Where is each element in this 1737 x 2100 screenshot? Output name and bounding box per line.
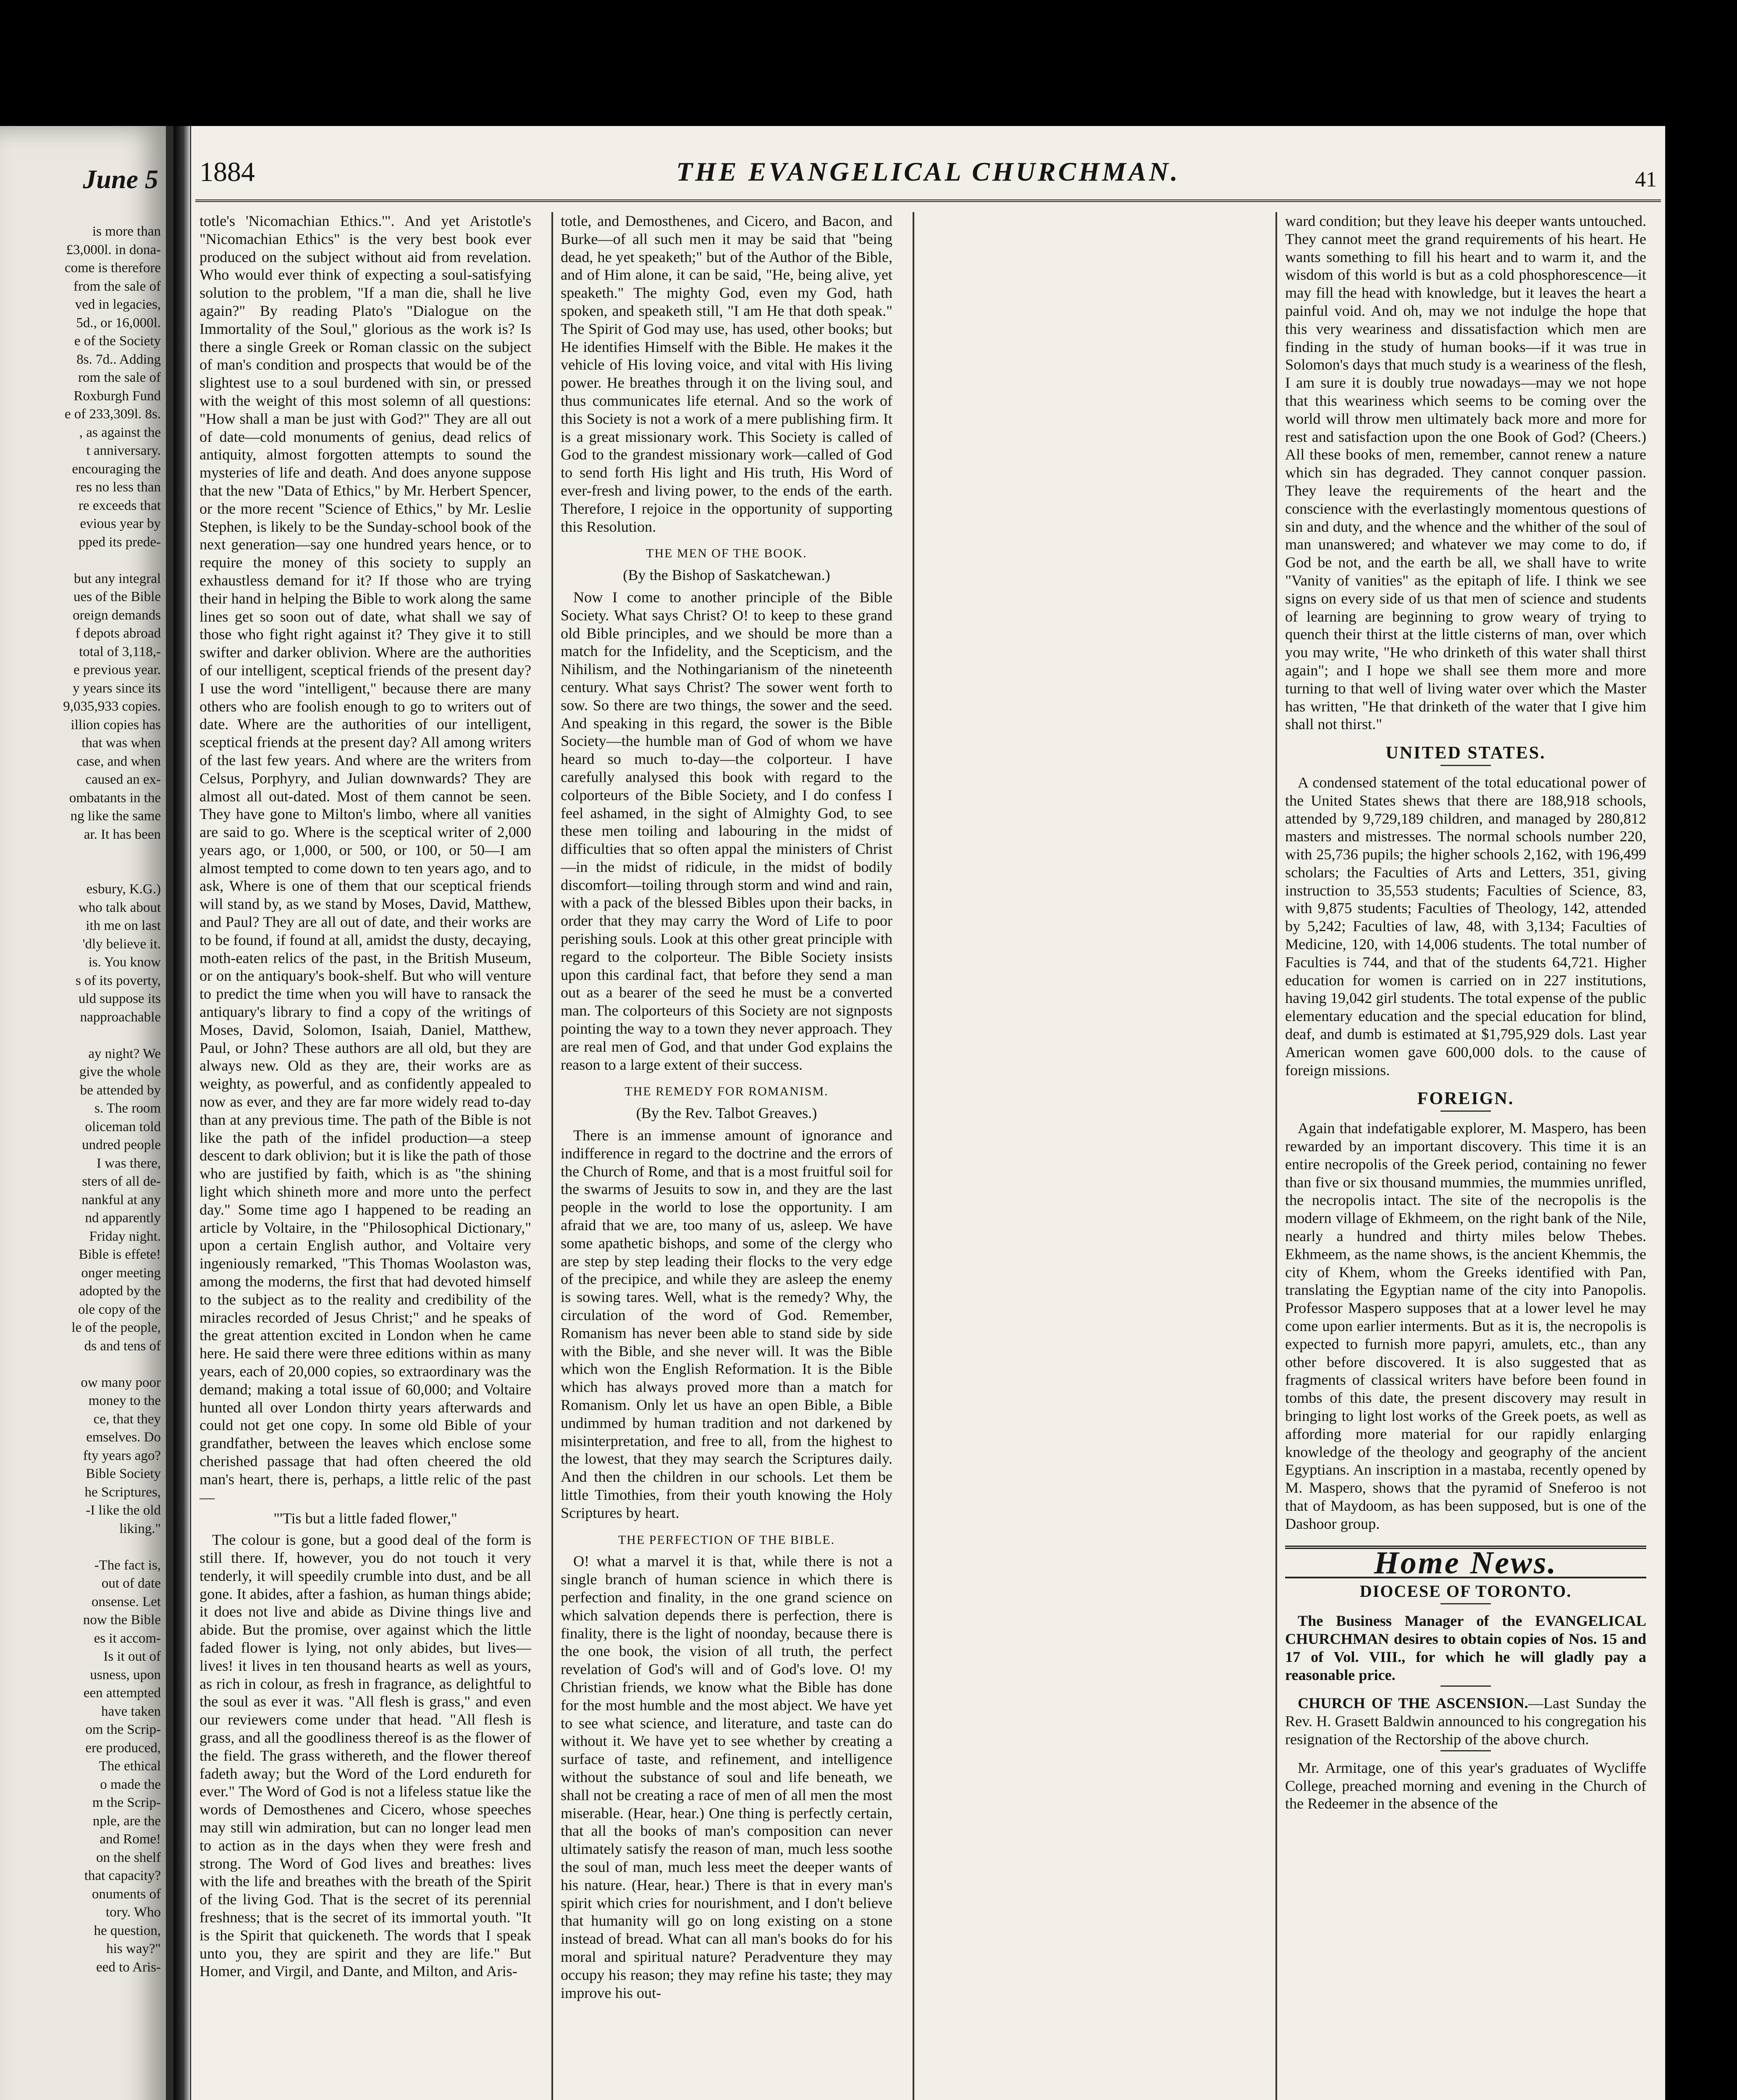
left-page-line: come is therefore <box>64 260 161 276</box>
header-title: THE EVANGELICAL CHURCHMAN. <box>676 157 1180 186</box>
left-page-line: rom the sale of <box>78 370 161 385</box>
left-page-line: give the whole <box>79 1064 161 1079</box>
left-page-line: esbury, K.G.) <box>86 882 161 897</box>
column-rule <box>551 212 553 2100</box>
section-heading: THE MEN OF THE BOOK. <box>646 546 807 561</box>
left-page-sliver <box>0 126 173 2100</box>
news-lead: CHURCH OF THE ASCENSION. <box>1298 1695 1528 1712</box>
article-paragraph: ward condition; but they leave his deeper wants untouched. They cannot meet the grand requirements of his heart. He wants something to fill his heart and to warm it, and the wisdom of this world is but as a cold phosphorescence—it may fill the head with knowledge, but it leaves the heart a painful void. And oh, may we not indulge the hope that this very weariness and dissatisfaction which men are finding in the study of human books—if it was true in Solomon's days that much study is a weariness of the flesh, I am sure it is doubly true nowadays—may we not hope that this weariness which seems to be coming over the world will throw men ultimately back more and more for rest and satisfaction upon the one Book of God? (Cheers.) All these books of men, remember, cannot renew a nature which sin has degraded. They cannot conquer passion. They leave the requirements of the heart and the conscience with the everlastingly momentous questions of sin and duty, and the whence and the whither of the soul of man unanswered; and whatever we may come to do, if God be not, and the earth be all, we shall have to write "Vanity of vanities" as the epitaph of life. I think we see signs on every side of us that men of science and students of learning are beginning to grow weary of trying to quench their thirst at the little cisterns of man, over which you may write, "He who drinketh of this water shall thirst again"; and I hope we shall see them more and more turning to that well of living water over which the Master has written, "He that drinketh of the water that I give him shall not thirst." <box>1285 213 1646 733</box>
left-page-line: illion copies has <box>71 717 161 732</box>
left-page-line: , as against the <box>79 425 161 440</box>
article-paragraph: totle, and Demosthenes, and Cicero, and Bacon, and Burke—of all such men it may be said that "being dead, he yet speaketh;" but of the Author of the Bible, and of Him alone, it can be said, "He, being alive, yet speaketh." The mighty God, even my God, hath spoken, and speaketh still, "I am He that doth speak." The Spirit of God may use, has used, other books; but He identifies Himself with the Bible. He makes it the vehicle of His loving voice, and vital with His living power. He breathes through it on the living soul, and thus communicates life eternal. And so the work of this Society is not a work of a mere publishing firm. It is a great missionary work. This Society is called of God to the grandest missionary work—called of God to send forth His light and His truth, His Word of ever-fresh and living power, to the ends of the earth. Therefore, I rejoice in the opportunity of supporting this Resolution. <box>561 213 892 535</box>
left-page-line: Is it out of <box>103 1649 161 1664</box>
left-page-line: ved in legacies, <box>75 297 161 312</box>
left-page-line: he question, <box>94 1923 161 1938</box>
article-paragraph: O! what a marvel it is that, while there is not a single branch of human science in which there is perfection and finality, in the one grand science on which salvation depends there is perfection, there is finality, there is the light of noonday, because there is the one book, the vision of all truth, the perfect revelation of God's will and of God's love. O! my Christian friends, we know what the Bible has done for the most humble and the most abject. We have yet to see what science, and literature, and taste can do without it. We have yet to see whether by creating a surface of taste, and refinement, and intelligence without the substance of soul and life beneath, we shall not be creating a race of men of all men the most miserable. (Hear, hear.) One thing is perfectly certain, that all the books of man's composition can never ultimately satisfy the reason of man, much less soothe the soul of man, much less meet the deeper wants of his nature. (Hear, hear.) There is that in every man's spirit which cries for nourishment, and I don't believe that humanity will go on long existing on a stone instead of bread. What can all man's books do for his moral and spiritual nature? Peradventure they may occupy his reason; they may refine his taste; they may improve his out- <box>561 1553 892 2001</box>
left-page-line: ere produced, <box>85 1740 161 1756</box>
left-page-line: Friday night. <box>89 1228 161 1244</box>
left-page-line: out of date <box>101 1576 161 1591</box>
left-page-line: o made the <box>100 1777 161 1792</box>
left-page-line: nple, are the <box>92 1813 161 1829</box>
left-page-line: ng like the same <box>70 808 161 824</box>
left-page-line: m the Scrip- <box>92 1795 161 1810</box>
article-paragraph: There is an immense amount of ignorance and indifference in regard to the doctrine and the errors of the Church of Rome, and that is a most fruitful soil for the swarms of Jesuits to sow in, and they are the last people in the world to lose the opportunity. I am afraid that we are, too many of us, asleep. We have some apathetic bishops, and some of the clergy who are step by step leading their flocks to the very edge of the precipice, and while they are asleep the enemy is sowing tares. Well, what is the remedy? Why, the circulation of the word of God. Remember, Romanism has never been able to stand side by side with the Bible, and she never will. It was the Bible which won the English Reformation. It is the Bible which has always proved more than a match for Romanism. Only let us have an open Bible, a Bible undimmed by human tradition and not darkened by misinterpretation, and free to all, from the highest to the lowest, that they may search the Scriptures daily. And then the children in our schools. Let them be little Timothies, from their youth knowing the Holy Scriptures by heart. <box>561 1127 892 1521</box>
news-text: —Last Sunday the Rev. H. Grasett Baldwin announced to his congregation his resignation of the Rectorship of the above church. <box>1285 1695 1646 1748</box>
left-page-line: he Scriptures, <box>84 1484 161 1500</box>
left-page-line: who talk about <box>78 900 161 915</box>
left-page-line: nd apparently <box>85 1210 161 1226</box>
left-page-line: adopted by the <box>79 1284 161 1299</box>
left-page-line: onger meeting <box>81 1265 161 1281</box>
left-page-line: is more than <box>92 224 161 239</box>
diocese-heading: DIOCESE OF TORONTO. <box>1359 1582 1572 1601</box>
left-page-line: usness, upon <box>90 1667 161 1683</box>
left-page-line: es it accom- <box>94 1630 161 1646</box>
book-gutter <box>173 126 190 2100</box>
left-page-line: pped its prede- <box>78 534 161 550</box>
article-paragraph: totle's 'Nicomachian Ethics.'". And yet Aristotle's "Nicomachian Ethics" is the very best book ever produced on the subject without aid from revelation. Who would ever think of expecting a soul-satisfying solution to the problem, "If a man die, shall he live again?" By reading Plato's "Dialogue on the Immortality of the Soul," glorious as the work is? Is there a single Greek or Roman classic on the subject of man's condition and prospects that would be of the slightest use to a soul burdened with sin, or pressed with the weight of this most solemn of all questions: "How shall a man be just with God?" They are all out of date—cold monuments of genius, dead relics of antiquity, almost forgotten attempts to sound the mysteries of life and death. And does anyone suppose that the new "Data of Ethics," by Mr. Herbert Spencer, or the more recent "Science of Ethics," by Mr. Leslie Stephen, is likely to be the Sunday-school book of the next generation—say one hundred years hence, or to require the money of this society to supply an exhaustless demand for it? If those who are trying their hand in helping the Bible to work along the same lines get so soon out of date, what shall we say of those who fight right against it? They give it to still swifter and darker oblivion. Where are the authorities of our intelligent, sceptical friends of the present day? I use the word "intelligent," because there are many others who are foolish enough to go to writers out of date. Where are the authorities of our intelligent, sceptical friends at the present day? All among writers of the last few years. And where are the writers from Celsus, Porphyry, and Julian downwards? They are almost all out-dated. Most of them cannot be seen. They have gone to Milton's limbo, where all vanities are said to go. Where is the sceptical writer of 2,000 years ago, or 1,000, or 500, or 100, or 50—I am almost tempted to come down to ten years ago, and to ask, Where is one of them that our sceptical friends will stand by, as we stand by Moses, David, Matthew, and Paul? They are all out of date, and their works are to be found, if found at all, amidst the dusty, decaying, moth-eaten relics of the past, in the British Museum, or on the antiquary's book-shelf. But who will venture to predict the time when you will have to ransack the antiquary's library to find a copy of the writings of Moses, David, Solomon, Isaiah, Daniel, Matthew, Paul, or John? These authors are all old, but they are always new. Old as they are, their works are as weighty, as powerful, and as confidently appealed to now as ever, and they are far more widely read to-day than at any previous time. The path of the Bible is not like the path of the infidel production—a steep descent to dark oblivion; but it is like the path of those who are justified by faith, which is as "the shining light which shineth more and more unto the perfect day." Some time ago I happened to be reading an article by Voltaire, in the "Philosophical Dictionary," upon a certain English author, and Voltaire very ingeniously remarked, "This Thomas Woolaston was, among the moderns, the first that had devoted himself to the subject as to the reality and credibility of the miracles recorded of Jesus Christ;" and he speaks of the great attention excited in London when he came here. He said there were three editions within as many years, each of 20,000 copies, so extraordinary was the demand; making a total issue of 60,000; and Voltaire hunted all over London thirty years afterwards and could not get one copy. In some old Bible of your grandfather, between the leaves which enclose some cherished passage that had often cheered the old man's heart, there is, perhaps, a little relic of the past— <box>199 213 531 1506</box>
left-page-line: have taken <box>101 1704 161 1719</box>
left-page-line: s of its poverty, <box>75 973 161 988</box>
section-rule <box>1441 1603 1491 1604</box>
left-page-line: le of the people, <box>71 1320 161 1335</box>
left-page-line: sters of all de- <box>82 1174 161 1189</box>
left-page-line <box>1 1355 161 1374</box>
left-page-line: ce, that they <box>93 1411 161 1427</box>
left-page-line: e of 233,309l. 8s. <box>64 407 161 422</box>
header-rule <box>195 200 1661 202</box>
left-page-line: Bible is effete! <box>79 1247 161 1262</box>
header-year: 1884 <box>199 157 255 187</box>
left-page-line: liking." <box>119 1521 161 1536</box>
home-news-banner: Home News. <box>1285 1546 1646 1579</box>
left-page-line: be attended by <box>80 1082 161 1098</box>
masthead <box>191 156 1665 194</box>
left-page-line: ar. It has been <box>84 827 161 842</box>
notice-paragraph: The Business Manager of the EVANGELICAL CHURCHMAN desires to obtain copies of Nos. 15 and 17 of Vol. VIII., for which he will gladly pay a reasonable price. <box>1285 1612 1646 1683</box>
left-page-line: is. You know <box>88 955 161 970</box>
left-page-line: ombatants in the <box>69 790 161 806</box>
left-page-line: ay night? We <box>88 1046 161 1061</box>
left-page-line: tory. Who <box>105 1905 161 1920</box>
left-page-line: -The fact is, <box>94 1557 161 1573</box>
section-rule <box>1441 1110 1491 1112</box>
left-page-line: e of the Society <box>74 333 161 349</box>
article-paragraph <box>1285 1694 1646 1748</box>
section-heading-foreign: FOREIGN. <box>1417 1089 1514 1109</box>
left-page-line <box>1 1538 161 1557</box>
left-page-line: oreign demands <box>73 607 161 623</box>
column-rule <box>913 212 914 2100</box>
left-page-line: s. The room <box>94 1101 161 1116</box>
left-page-line <box>1 844 161 862</box>
left-page-line: re exceeds that <box>78 498 161 513</box>
left-page-line: ole copy of the <box>78 1302 161 1317</box>
left-page-line: 9,035,933 copies. <box>63 699 161 714</box>
left-page-line <box>1 1026 161 1045</box>
left-page-line: onsense. Let <box>92 1594 161 1609</box>
left-page-line: caused an ex- <box>85 772 161 787</box>
left-page-line: encouraging the <box>72 461 161 477</box>
left-page-line: oliceman told <box>85 1119 161 1134</box>
left-page-line: total of 3,118,- <box>79 644 161 659</box>
left-page-line: napproachable <box>80 1009 161 1025</box>
column-1 <box>199 212 531 2100</box>
section-heading: THE REMEDY FOR ROMANISM. <box>624 1084 829 1099</box>
left-page-line: from the sale of <box>73 278 161 294</box>
left-page-line: nankful at any <box>81 1192 161 1208</box>
byline: (By the Rev. Talbot Greaves.) <box>636 1105 817 1122</box>
left-page-line: 'dly believe it. <box>82 936 161 952</box>
left-page-line: eed to Aris- <box>96 1959 161 1975</box>
left-page-line: his way?" <box>106 1941 161 1956</box>
section-rule <box>1441 1750 1491 1751</box>
left-page-line: that was when <box>81 735 161 751</box>
left-page-line: I was there, <box>96 1155 161 1171</box>
left-page-line: case, and when <box>76 753 161 769</box>
left-page-line <box>1 862 161 881</box>
left-page-line: 8s. 7d.. Adding <box>76 352 161 367</box>
left-page-line: ds and tens of <box>84 1338 161 1354</box>
left-page-line: emselves. Do <box>86 1430 161 1445</box>
newspaper-page <box>191 126 1665 2100</box>
left-page-line: een attempted <box>83 1685 161 1701</box>
left-page-line: uld suppose its <box>78 991 161 1006</box>
left-page-line: The ethical <box>99 1759 161 1774</box>
section-heading: THE PERFECTION OF THE BIBLE. <box>618 1533 835 1547</box>
left-page-line: undred people <box>82 1137 161 1152</box>
left-page-line: ow many poor <box>81 1375 161 1390</box>
article-paragraph: A condensed statement of the total educational power of the United States shews that there are 188,918 schools, attended by 9,729,189 children, and managed by 280,812 masters and mistresses. The normal schools number 220, with 25,736 pupils; the higher schools 2,162, with 196,499 scholars; the Faculties of Arts and Letters, 351, giving instruction to 35,553 students; Faculties of Science, 83, with 9,875 students; Faculties of Theology, 142, attended by 5,242; Faculties of law, 48, with 3,134; Faculties of Medicine, 120, with 14,006 students. The total number of Faculties is 744, and that of the students 64,721. Higher education for women is carried on in 227 institutions, having 19,042 girl students. The total expense of the public elementary education and the special education for blind, deaf, and dumb is estimated at $1,795,929 dols. Last year American women gave 600,000 dols. to the cause of foreign missions. <box>1285 774 1646 1079</box>
left-page-line: but any integral <box>73 571 161 586</box>
left-page-line: res no less than <box>76 480 161 495</box>
left-page-line: y years since its <box>73 680 161 696</box>
page-number: 41 <box>1635 168 1657 192</box>
left-page-line: om the Scrip- <box>85 1722 161 1737</box>
article-paragraph: Again that indefatigable explorer, M. Maspero, has been rewarded by an important discovery. This time it is an entire necropolis of the Greek period, containing no fewer than five or six thousand mummies, the mummies unrifled, the necropolis intact. The site of the necropolis is the modern village of Ekhmeem, on the right bank of the Nile, nearly a hundred and thirty miles below Thebes. Ekhmeem, as the name shows, is the ancient Khemmis, the city of Khem, whom the Greeks identified with Pan, translating the Egyptian name of the city into Panopolis. Professor Maspero supposes that at a lower level he may come upon earlier interments. But as it is, the necropolis is expected to furnish more papyri, amulets, etc., than any other before discovered. It is also suggested that as fragments of classical writers have before been found in tombs of this date, the present discovery may result in bringing to light lost works of the Greek poets, as well as affording more material for our rapidly enlarging knowledge of the theology and geography of the ancient Egyptians. An inscription in a mastaba, recently opened by M. Maspero, shows that the pyramid of Sneferoo is not that of Maydoom, as has been supposed, but is one of the Dashoor group. <box>1285 1120 1646 1532</box>
left-running-head: June 5 <box>83 164 158 194</box>
left-page-line: 5d., or 16,000l. <box>76 315 161 331</box>
section-heading-united-states: UNITED STATES. <box>1385 743 1546 763</box>
left-page-line: fty years ago? <box>83 1448 161 1463</box>
left-page-line: now the Bible <box>83 1612 161 1628</box>
left-page-line: Roxburgh Fund <box>73 388 161 404</box>
left-page-line: t anniversary. <box>86 443 161 458</box>
section-rule <box>1441 765 1491 766</box>
left-page-line: £3,000l. in dona- <box>66 242 161 257</box>
left-page-line: money to the <box>88 1393 161 1408</box>
left-page-line: on the shelf <box>96 1850 161 1865</box>
left-page-line: ues of the Bible <box>73 589 161 604</box>
left-page-line: -I like the old <box>86 1503 161 1518</box>
left-page-line: e previous year. <box>73 662 161 677</box>
left-page-line: ith me on last <box>86 918 161 933</box>
article-paragraph: Mr. Armitage, one of this year's graduates of Wycliffe College, preached morning and evening in the Church of the Redeemer in the absence of the <box>1285 1759 1646 1812</box>
left-page-line: Bible Society <box>86 1466 161 1481</box>
left-page-line: that capacity? <box>84 1868 161 1883</box>
left-page-line: f depots abroad <box>75 626 161 641</box>
article-paragraph: Now I come to another principle of the Bible Society. What says Christ? O! to keep to these grand old Bible principles, and we should be more than a match for the Infidelity, and the Scepticism, and the Nihilism, and the Nothingarianism of the nineteenth century. What says Christ? The sower went forth to sow. So there are two things, the sower and the seed. And speaking in this regard, the sower is the Bible Society—the humble man of God of whom we have heard so much to-day—the colporteur. I have carefully analysed this book with regard to the colporteurs of the Bible Society, and I do confess I feel ashamed, in the sight of Almighty God, to see these men toiling and labouring in the midst of difficulties that so often appal the ministers of Christ—in the midst of ridicule, in the midst of bodily discomfort—toiling through storm and wind and rain, with a pack of the blessed Bibles upon their backs, in order that they may carry the Word of Life to poor perishing souls. Look at this other great principle with regard to the colporteur. The Bible Society insists upon this cardinal fact, that before they send a man out as a bearer of the seed he must be a converted man. The colporteurs of this Society are not signposts pointing the way to a town they never approach. They are real men of God, and that under God explains the reason to a large extent of their success. <box>561 588 892 1073</box>
left-page-line: onuments of <box>92 1886 161 1902</box>
poem-quote: "'Tis but a little faded flower," <box>273 1510 457 1527</box>
byline: (By the Bishop of Saskatchewan.) <box>623 567 830 584</box>
column-2 <box>561 212 892 2100</box>
left-page-line <box>1 551 161 570</box>
column-3 <box>1285 212 1646 2100</box>
column-rule <box>1275 212 1277 2100</box>
section-rule <box>1441 1685 1491 1687</box>
article-paragraph: The colour is gone, but a good deal of the form is still there. If, however, you do not touch it very tenderly, it will speedily crumble into dust, and be all gone. It abides, after a fashion, as human things abide; it does not live and abide as Divine things live and abide. But the promise, over against which the little faded flower is lying, not only abides, but lives—lives! it lives in ten thousand hearts as well as yours, as rich in colour, as fresh in fragrance, as delightful to the soul as ever it was. "All flesh is grass," and even our reviewers come under that head. "All flesh is grass, and all the goodliness thereof is as the flower of the field. The grass withereth, and the flower thereof fadeth away; but the Word of the Lord endureth for ever." The Word of God is not a lifeless statue like the words of Demosthenes and Cicero, whose speeches may still win admiration, but can no longer lead men to action as in the days when they were fresh and strong. The Word of God lives and breathes: lives with the life and breathes with the breath of the Spirit of the living God. That is the secret of its perennial freshness; that is the secret of its immortal youth. "It is the Spirit that quickeneth. The words that I speak unto you, they are spirit and they are life." But Homer, and Virgil, and Dante, and Milton, and Aris- <box>199 1531 531 1980</box>
left-page-line: evious year by <box>80 516 161 531</box>
left-page-line: and Rome! <box>100 1832 161 1847</box>
left-page-text <box>1 223 161 1977</box>
